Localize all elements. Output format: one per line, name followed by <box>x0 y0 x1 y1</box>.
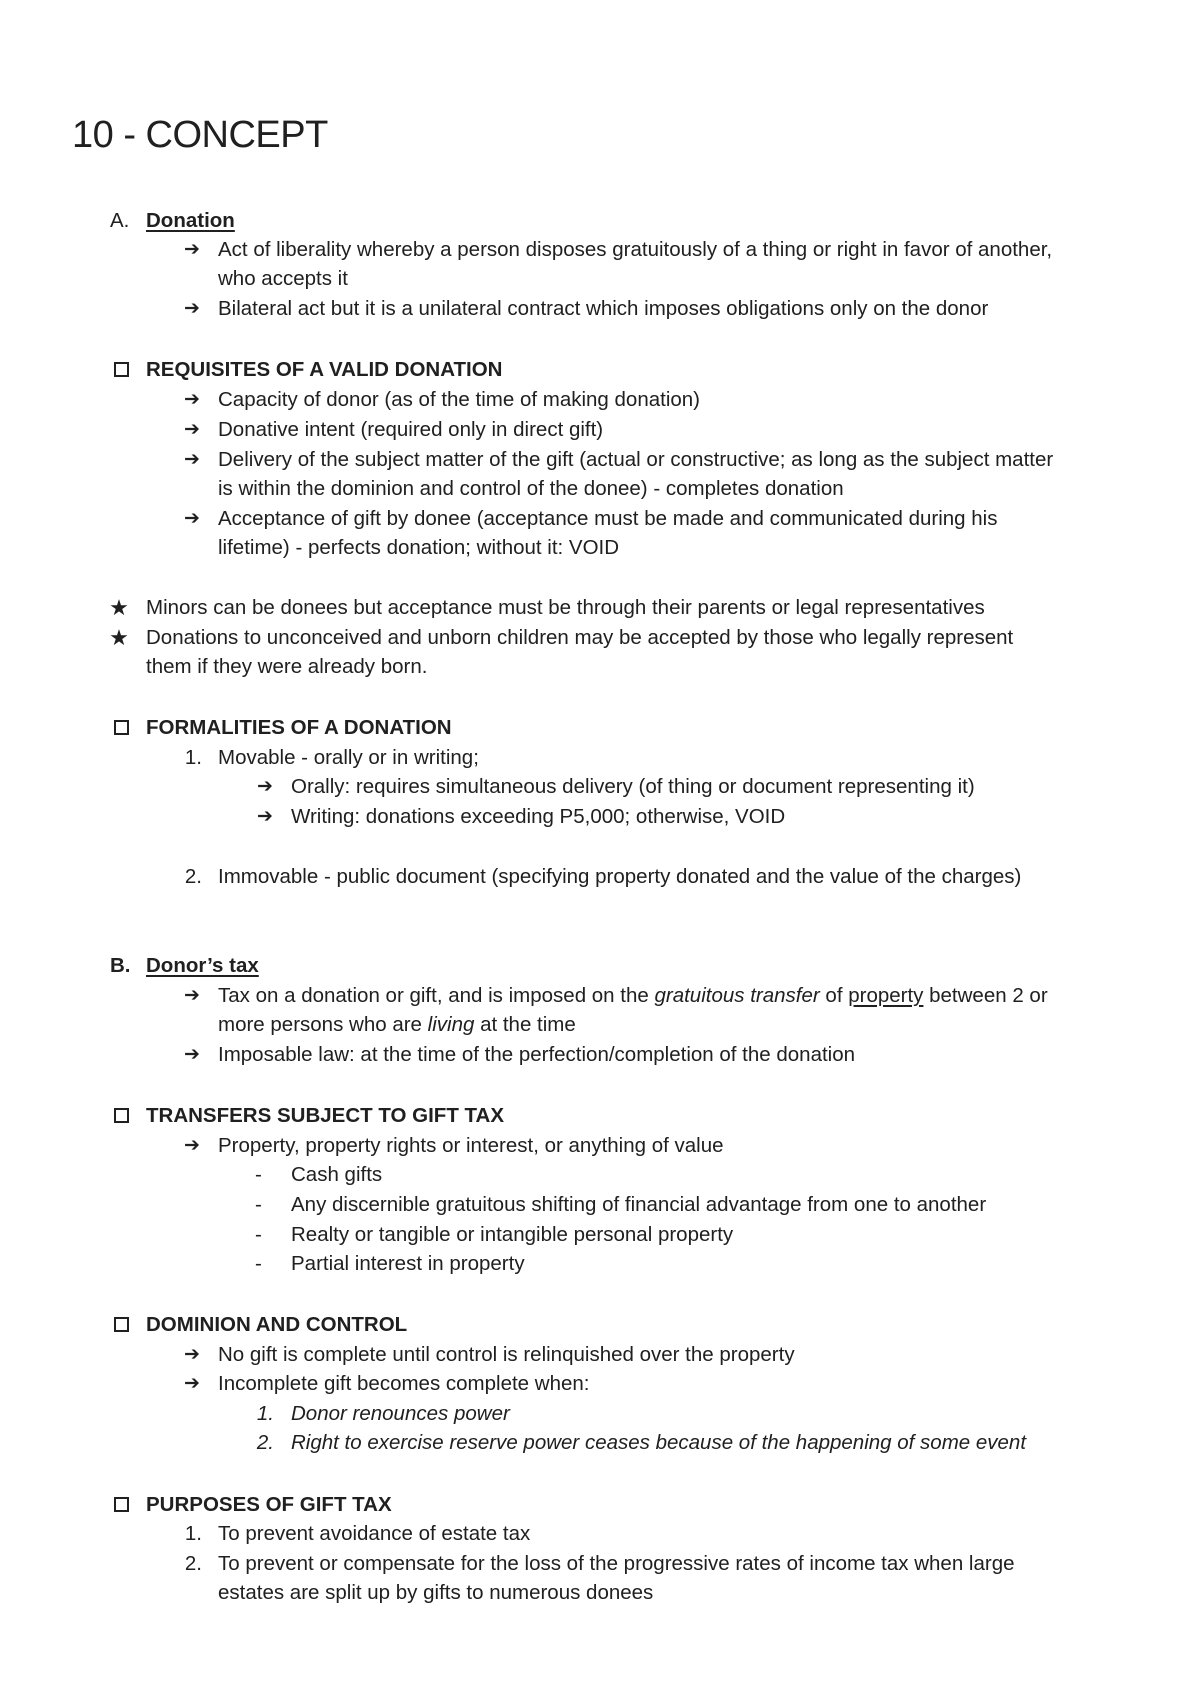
dash-marker: - <box>255 1223 262 1246</box>
list-number: 1. <box>184 1522 202 1545</box>
star-icon: ★ <box>109 595 129 620</box>
requisites-heading: REQUISITES OF A VALID DONATION <box>146 358 503 381</box>
arrow-icon: ➔ <box>184 298 200 319</box>
formality-item: Movable - orally or in writing; <box>218 746 479 769</box>
dominion-heading: DOMINION AND CONTROL <box>146 1313 408 1336</box>
arrow-icon: ➔ <box>257 776 273 797</box>
transfer-subitem: Partial interest in property <box>291 1252 525 1275</box>
donation-definition-line2: who accepts it <box>218 267 348 290</box>
transfer-item: Property, property rights or interest, or anything of value <box>218 1134 724 1157</box>
transfer-subitem: Cash gifts <box>291 1163 383 1186</box>
dominion-subitem: Donor renounces power <box>291 1402 510 1425</box>
donation-bilateral-text: Bilateral act but it is a unilateral contract which imposes obligations only on the donor <box>218 297 989 320</box>
donation-definition-line1: Act of liberality whereby a person disposes gratuitously of a thing or right in favor of another, <box>218 238 1053 261</box>
purposes-heading: PURPOSES OF GIFT TAX <box>146 1493 392 1516</box>
arrow-icon: ➔ <box>184 419 200 440</box>
page-title: 10 - CONCEPT <box>72 114 328 156</box>
star-note-cont: them if they were already born. <box>146 655 428 678</box>
formality-subitem: Writing: donations exceeding P5,000; otherwise, VOID <box>291 805 786 828</box>
section-b-marker: B. <box>110 954 131 977</box>
checkbox-icon[interactable] <box>114 362 129 377</box>
requisite-item: Delivery of the subject matter of the gift (actual or constructive; as long as the subject matter <box>218 448 1054 471</box>
star-note: Donations to unconceived and unborn children may be accepted by those who legally represent <box>146 626 1014 649</box>
imposable-law-text: Imposable law: at the time of the perfection/completion of the donation <box>218 1043 856 1066</box>
dash-marker: - <box>255 1252 262 1275</box>
formality-item: Immovable - public document (specifying property donated and the value of the charges) <box>218 865 1022 888</box>
purpose-item: To prevent avoidance of estate tax <box>218 1522 531 1545</box>
arrow-icon: ➔ <box>184 985 200 1006</box>
dash-marker: - <box>255 1163 262 1186</box>
purpose-item: To prevent or compensate for the loss of the progressive rates of income tax when large <box>218 1552 1015 1575</box>
requisite-item: Acceptance of gift by donee (acceptance must be made and communicated during his <box>218 507 998 530</box>
arrow-icon: ➔ <box>184 1044 200 1065</box>
arrow-icon: ➔ <box>184 389 200 410</box>
requisite-item: Donative intent (required only in direct gift) <box>218 418 604 441</box>
checkbox-icon[interactable] <box>114 1317 129 1332</box>
section-b-heading: Donor’s tax <box>146 954 259 977</box>
checkbox-icon[interactable] <box>114 1108 129 1123</box>
arrow-icon: ➔ <box>184 1344 200 1365</box>
formality-subitem: Orally: requires simultaneous delivery (of thing or document representing it) <box>291 775 975 798</box>
purpose-item-cont: estates are split up by gifts to numerous donees <box>218 1581 654 1604</box>
donors-tax-definition-line2: more persons who are living at the time <box>218 1013 576 1036</box>
dominion-item: Incomplete gift becomes complete when: <box>218 1372 590 1395</box>
list-number: 2. <box>184 865 202 888</box>
checkbox-icon[interactable] <box>114 720 129 735</box>
dash-marker: - <box>255 1193 262 1216</box>
dominion-item: No gift is complete until control is relinquished over the property <box>218 1343 795 1366</box>
arrow-icon: ➔ <box>184 508 200 529</box>
dominion-subitem: Right to exercise reserve power ceases because of the happening of some event <box>291 1431 1027 1454</box>
formalities-heading: FORMALITIES OF A DONATION <box>146 716 452 739</box>
transfer-subitem: Any discernible gratuitous shifting of financial advantage from one to another <box>291 1193 987 1216</box>
list-number: 2. <box>184 1552 202 1575</box>
checkbox-icon[interactable] <box>114 1497 129 1512</box>
list-number: 1. <box>256 1402 274 1425</box>
transfers-heading: TRANSFERS SUBJECT TO GIFT TAX <box>146 1104 505 1127</box>
section-a-heading: Donation <box>146 209 235 232</box>
requisite-item-cont: is within the dominion and control of the donee) - completes donation <box>218 477 844 500</box>
donors-tax-definition-line1: Tax on a donation or gift, and is imposed on the gratuitous transfer of property between 2 or <box>218 984 1048 1007</box>
list-number: 2. <box>256 1431 274 1454</box>
star-note: Minors can be donees but acceptance must be through their parents or legal representatives <box>146 596 985 619</box>
list-number: 1. <box>184 746 202 769</box>
arrow-icon: ➔ <box>184 1135 200 1156</box>
arrow-icon: ➔ <box>184 1373 200 1394</box>
requisite-item: Capacity of donor (as of the time of making donation) <box>218 388 701 411</box>
star-icon: ★ <box>109 625 129 650</box>
arrow-icon: ➔ <box>257 806 273 827</box>
arrow-icon: ➔ <box>184 449 200 470</box>
transfer-subitem: Realty or tangible or intangible personal property <box>291 1223 734 1246</box>
arrow-icon: ➔ <box>184 239 200 260</box>
requisite-item-cont: lifetime) - perfects donation; without it: VOID <box>218 536 620 559</box>
section-a-marker: A. <box>110 209 130 232</box>
